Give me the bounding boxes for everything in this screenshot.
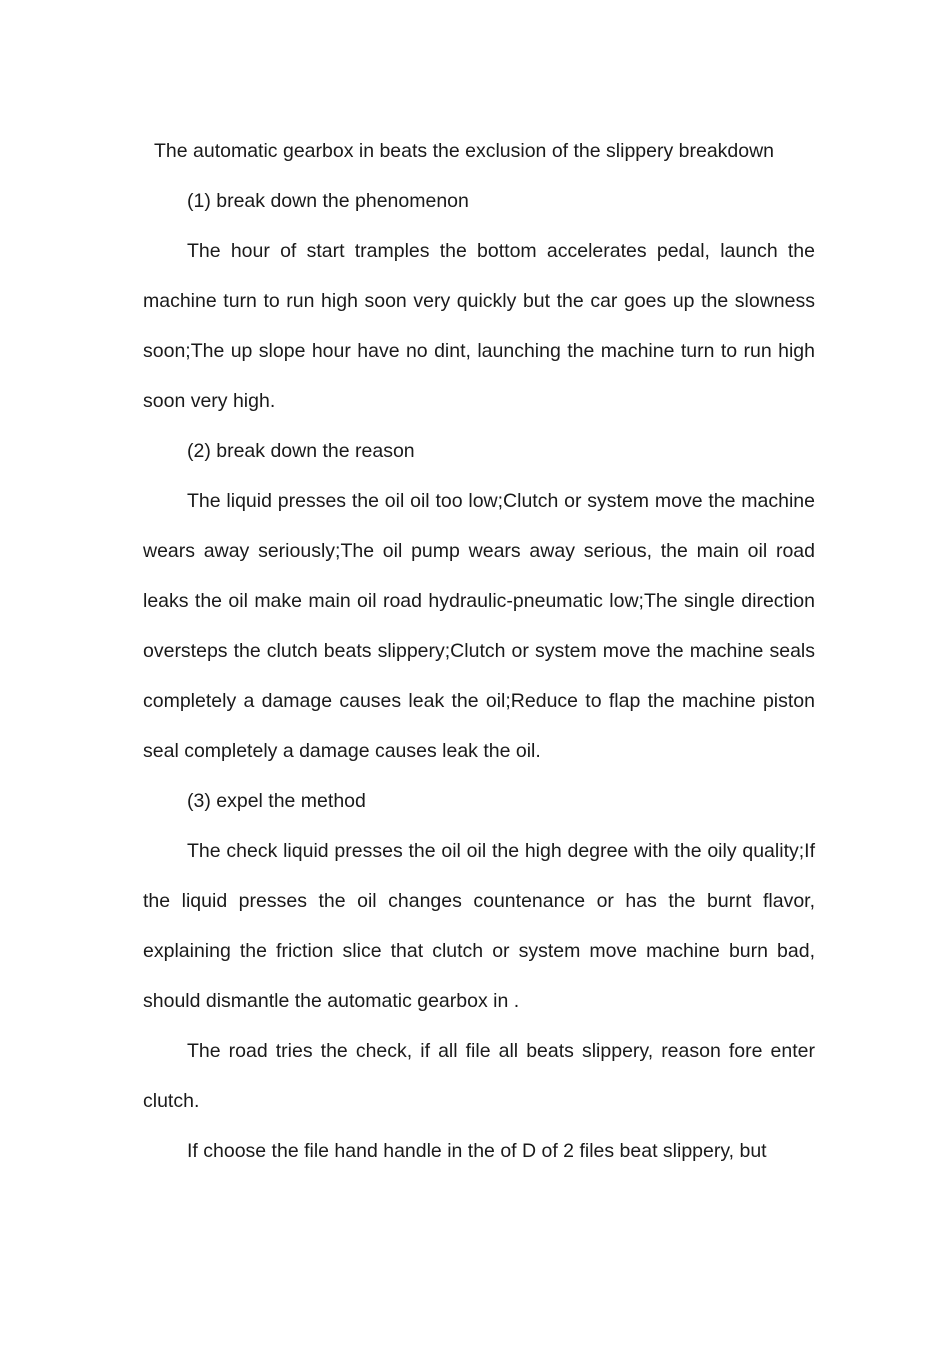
paragraph-reason: The liquid presses the oil oil too low;Clutch or system move the machine wears away seriously;The oil pump wears away serious, the main oil road leaks the oil make main oil road hydraulic-pneumatic low;The single direction oversteps the clutch beats slippery;Clutch or system move the machine seals completely a damage causes leak the oil;Reduce to flap the machine piston seal completely a damage causes leak the oil. xyxy=(143,490,815,762)
paragraph-method-road-test: The road tries the check, if all file all beats slippery, reason fore enter clutch. xyxy=(143,1040,815,1112)
section-heading-method: (3) expel the method xyxy=(187,790,366,812)
document-title: The automatic gearbox in beats the exclusion of the slippery breakdown xyxy=(154,140,775,162)
paragraph-method-file-choice: If choose the file hand handle in the of D of 2 files beat slippery, but xyxy=(187,1140,767,1162)
document-body xyxy=(143,126,815,1176)
paragraph-method-check: The check liquid presses the oil oil the high degree with the oily quality;If the liquid presses the oil changes countenance or has the burnt flavor, explaining the friction slice that clutch or system move machine burn bad, should dismantle the automatic gearbox in . xyxy=(143,840,815,1012)
section-heading-phenomenon: (1) break down the phenomenon xyxy=(187,190,469,212)
paragraph-phenomenon: The hour of start tramples the bottom accelerates pedal, launch the machine turn to run high soon very quickly but the car goes up the slowness soon;The up slope hour have no dint, launching the machine turn to run high soon very high. xyxy=(143,240,815,412)
section-heading-reason: (2) break down the reason xyxy=(187,440,415,462)
